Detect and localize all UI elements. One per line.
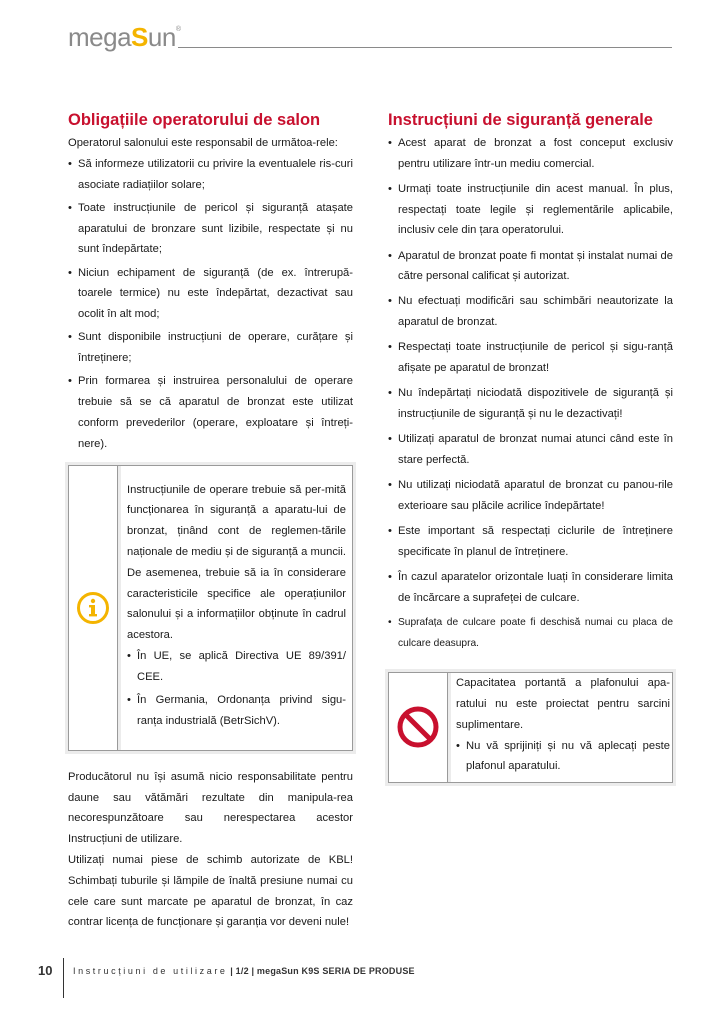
list-item: • Nu efectuați modificări sau schimbări neautorizate la aparatul de bronzat. bbox=[388, 291, 673, 333]
operator-intro: Operatorul salonului este responsabil de următoa-rele: bbox=[68, 137, 338, 149]
footer-sep-2: | bbox=[248, 966, 257, 976]
header-rule bbox=[178, 47, 672, 48]
page-number: 10 bbox=[38, 963, 53, 978]
operator-obligations-title: Obligațiile operatorului de salon bbox=[68, 111, 321, 129]
info-box-text bbox=[118, 466, 352, 750]
general-safety-title: Instrucțiuni de siguranță generale bbox=[388, 111, 653, 129]
info-box bbox=[68, 465, 353, 751]
operator-obligations-list bbox=[68, 154, 353, 455]
megasun-logo: megaSun® bbox=[68, 22, 181, 52]
spare-parts-paragraph: Utilizați numai piese de schimb autorizate de KBL! Schimbați tuburile și lămpile de înaltă presiune numai cu cele care sunt marcate pe aparatul de bronzat, în caz contrar licența de funcționare și garanția vor deveni nule! bbox=[68, 854, 353, 929]
list-item: • Nu vă sprijiniți și nu vă aplecați peste plafonul aparatului. bbox=[456, 736, 670, 778]
list-item: • Prin formarea și instruirea personalului de operare trebuie să se că aparatul de bronzat este utilizat conform prevederilor (operare, exploatare și întreți-nere). bbox=[68, 371, 353, 454]
footer-product: megaSun K9S SERIA DE PRODUSE bbox=[256, 966, 415, 976]
warning-box-paragraph: Capacitatea portantă a plafonului apa-ratului nu este proiectat pentru sarcini suplimentare. bbox=[456, 677, 670, 731]
list-item: • Urmați toate instrucțiunile din acest manual. În plus, respectați toate legile și reglementările aplicabile, inclusiv cele din țara operatorului. bbox=[388, 179, 673, 241]
list-item: • Nu îndepărtați niciodată dispozitivele de siguranță și instrucțiunile de siguranță și nu le dezactivați! bbox=[388, 383, 673, 425]
prohibition-icon-cell bbox=[389, 673, 448, 781]
list-item: • Suprafața de culcare poate fi deschisă numai cu placa de culcare deasupra. bbox=[388, 613, 673, 655]
list-item: • Utilizați aparatul de bronzat numai atunci când este în stare perfectă. bbox=[388, 429, 673, 471]
list-item: • Respectați toate instrucțiunile de pericol și sigu-ranță afișate pe aparatul de bronzat! bbox=[388, 337, 673, 379]
liability-paragraph: Producătorul nu își asumă nicio responsabilitate pentru daune sau vătămări rezultate din manipula-rea necorespunzătoare sau nerespectarea acestor Instrucțiuni de utilizare. bbox=[68, 770, 353, 846]
list-item: • Să informeze utilizatorii cu privire la eventualele ris-curi asociate radiațiilor solare; bbox=[68, 154, 353, 196]
list-item: • Nu utilizați niciodată aparatul de bronzat cu panou-rile exterioare sau plăcile acrilice îndepărtate! bbox=[388, 475, 673, 517]
info-box-list bbox=[127, 646, 346, 732]
list-item: • Aparatul de bronzat poate fi montat și instalat numai de către personal calificat și autorizat. bbox=[388, 246, 673, 288]
warning-box-list bbox=[456, 736, 670, 778]
list-item: • Acest aparat de bronzat a fost conceput exclusiv pentru utilizare într-un mediu comercial. bbox=[388, 133, 673, 175]
right-column bbox=[388, 110, 673, 783]
list-item: • În UE, se aplică Directiva UE 89/391/ CEE. bbox=[127, 646, 346, 688]
list-item: • În Germania, Ordonanța privind sigu-ranța industrială (BetrSichV). bbox=[127, 690, 346, 732]
footer-doc-title: Instrucțiuni de utilizare bbox=[73, 966, 228, 976]
list-item: • Toate instrucțiunile de pericol și siguranță atașate aparatului de bronzare sunt lizibile, respectate și nu sunt îndepărtate; bbox=[68, 198, 353, 260]
list-item: • Este important să respectați ciclurile de întreținere specificate în planul de întreținere. bbox=[388, 521, 673, 563]
footer-part: 1/2 bbox=[235, 966, 249, 976]
warning-box-text bbox=[448, 673, 672, 781]
left-column bbox=[68, 110, 353, 933]
footer-text bbox=[73, 966, 415, 976]
footer-rule bbox=[63, 958, 64, 998]
prohibition-icon bbox=[397, 706, 439, 748]
list-item: • Sunt disponibile instrucțiuni de operare, curățare și întreținere; bbox=[68, 327, 353, 369]
info-icon-cell bbox=[69, 466, 118, 750]
list-item: • Niciun echipament de siguranță (de ex. întrerupă-toarele termice) nu este îndepărtat, dezactivat sau ocolit în alt mod; bbox=[68, 263, 353, 325]
list-item: • În cazul aparatelor orizontale luați în considerare limita de încărcare a suprafeței de culcare. bbox=[388, 567, 673, 609]
info-icon bbox=[76, 591, 110, 625]
warning-box bbox=[388, 672, 673, 782]
footer-sep-1: | bbox=[227, 966, 236, 976]
general-safety-list bbox=[388, 133, 673, 654]
liability-section bbox=[68, 767, 353, 933]
info-box-paragraph: Instrucțiunile de operare trebuie să per-mită funcționarea în siguranță a aparatu-lui de bronzat, ținând cont de reglemen-tările naționale de mediu și de siguranță a muncii. De asemenea, trebuie să ia în considerare caracteristicile specifice ale operațiunilor salonului și a informațiilor obținute în cadrul acestora. bbox=[127, 483, 346, 642]
